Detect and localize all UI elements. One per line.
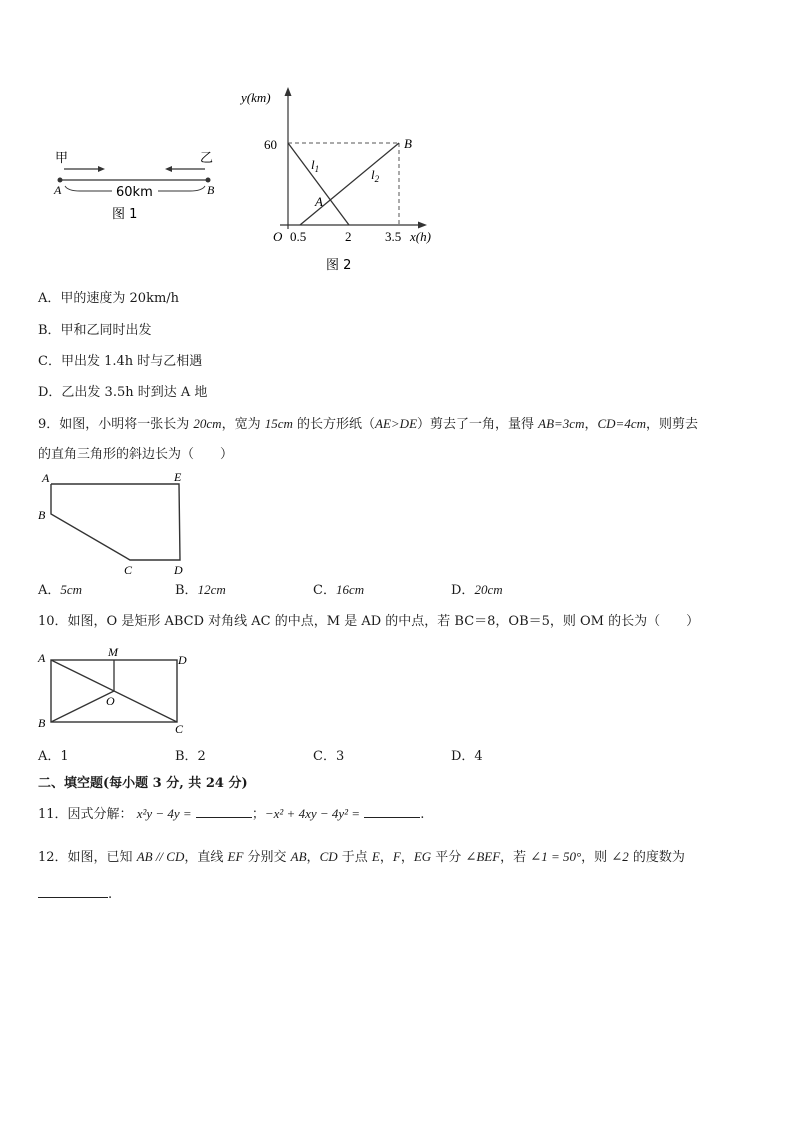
q9-ab: AB=3cm — [538, 416, 585, 431]
q9-option-b — [175, 581, 226, 600]
fig2-l2-sub: 2 — [374, 174, 380, 184]
q11-separator: ； — [251, 807, 265, 822]
q10-figure — [34, 643, 204, 738]
q8-option-d: D．乙出发 3.5h 时到达 A 地 — [38, 385, 208, 400]
q12-eg: EG — [413, 849, 432, 864]
q9-text-4: 的长方形纸（ — [292, 417, 376, 432]
q12-blank[interactable] — [38, 885, 108, 898]
q12-text-2: ，直线 — [184, 850, 228, 865]
q10-option-a: A．1 — [38, 749, 69, 764]
q9-label-A: A — [42, 471, 50, 485]
q12-end: . — [108, 887, 113, 902]
fig2-x-tick-1: 2 — [345, 229, 352, 244]
fig1-label-B: B — [207, 183, 215, 197]
q12-text-18: ，则 — [581, 850, 612, 865]
fig2-line-l1 — [288, 143, 349, 225]
q9-label-B: B — [38, 508, 46, 522]
q11-prefix: 11．因式分解： — [38, 807, 133, 822]
q9-condition: AE>DE — [375, 416, 418, 431]
fig2-point-B: B — [404, 136, 412, 151]
q12-angle-2: ∠2 — [611, 849, 629, 864]
q10-segment-ob — [51, 691, 114, 722]
q12-text-16: ，若 — [500, 850, 531, 865]
q9-option-b-value: 12cm — [197, 582, 226, 597]
q9-figure — [34, 468, 204, 580]
q9-width: 15cm — [264, 416, 293, 431]
q9-stem-line1 — [38, 415, 698, 434]
fig2-x-axis-label: x(h) — [410, 229, 431, 244]
q12-ef: EF — [227, 849, 244, 864]
q11-expression-2: −x² + 4xy − 4y² = — [264, 806, 361, 821]
q9-option-c — [313, 581, 364, 600]
q12-stem-line2 — [38, 885, 112, 904]
q12-angle-bef: ∠BEF — [465, 849, 501, 864]
fig1-label-yi: 乙 — [200, 151, 214, 166]
q10-label-A: A — [38, 651, 46, 665]
fig1-label-jia: 甲 — [55, 151, 69, 166]
q9-option-d-value: 20cm — [474, 582, 503, 597]
q9-text-8: ， — [584, 417, 598, 432]
q12-text-20: 的度数为 — [628, 850, 685, 865]
q12-f: F — [392, 849, 401, 864]
q9-text-10: ，则剪去 — [645, 417, 698, 432]
fig2-l2: l — [371, 167, 375, 182]
fig2-y-tick: 60 — [264, 137, 277, 152]
q12-text-14: 平分 — [431, 850, 466, 865]
q10-label-O: O — [106, 694, 115, 708]
q9-label-E: E — [174, 470, 182, 484]
q9-text-2: ，宽为 — [221, 417, 265, 432]
q9-text-6: ）剪去了一角，量得 — [417, 417, 539, 432]
q9-cd: CD=4cm — [597, 416, 646, 431]
q10-stem: 10．如图，O 是矩形 ABCD 对角线 AC 的中点，M 是 AD 的中点，若 BC＝8，OB＝5，则 OM 的长为（ ） — [38, 614, 700, 629]
figure-2 — [238, 82, 448, 277]
q10-option-c: C．3 — [313, 749, 345, 764]
q12-angle-1: ∠1 = 50° — [530, 849, 582, 864]
fig2-point-A: A — [315, 194, 323, 209]
fig1-caption: 图 1 — [112, 207, 138, 222]
fig2-origin: O — [273, 229, 283, 244]
q12-text-0: 12．如图，已知 — [38, 850, 137, 865]
q10-label-B: B — [38, 716, 46, 730]
q12-stem-line1 — [38, 848, 685, 867]
section-2-title: 二、填空题(每小题 3 分, 共 24 分) — [38, 776, 248, 791]
q9-stem-line2: 的直角三角形的斜边长为（ ） — [38, 447, 234, 462]
q12-text-4: 分别交 — [243, 850, 291, 865]
q9-option-a-label: A． — [38, 583, 61, 598]
q9-pentagon — [51, 484, 180, 560]
q12-text-12: ， — [400, 850, 414, 865]
q8-option-c: C．甲出发 1.4h 时与乙相遇 — [38, 354, 203, 369]
fig2-y-axis-label: y(km) — [241, 90, 271, 105]
q12-text-6: ， — [306, 850, 320, 865]
q9-label-C: C — [124, 563, 133, 577]
fig2-l1: l — [311, 157, 315, 172]
fig2-line-l2 — [300, 143, 399, 225]
q10-label-C: C — [175, 722, 184, 736]
fig2-label-l1 — [311, 157, 319, 174]
fig2-label-l2 — [371, 167, 380, 184]
q9-text-0: 9．如图，小明将一张长为 — [38, 417, 194, 432]
q9-label-D: D — [174, 563, 183, 577]
q8-option-b: B．甲和乙同时出发 — [38, 323, 152, 338]
fig2-l1-sub: 1 — [314, 164, 320, 174]
q9-option-d-label: D． — [451, 583, 475, 598]
fig1-label-A: A — [54, 183, 62, 197]
q11-stem — [38, 805, 424, 824]
q12-cd: CD — [319, 849, 338, 864]
q11-expression-1: x²y − 4y = — [136, 806, 192, 821]
q9-option-b-label: B． — [175, 583, 198, 598]
q12-ab-parallel-cd: AB // CD — [136, 849, 185, 864]
q9-length: 20cm — [193, 416, 222, 431]
q10-label-D: D — [178, 653, 187, 667]
q9-option-a-value: 5cm — [60, 582, 83, 597]
q9-option-c-value: 16cm — [335, 582, 365, 597]
q10-option-b: B．2 — [175, 749, 206, 764]
q11-blank-2[interactable] — [364, 805, 420, 818]
q10-option-d: D．4 — [451, 749, 483, 764]
q12-ab: AB — [290, 849, 307, 864]
fig1-distance: 60km — [116, 185, 153, 200]
figure-1 — [50, 145, 230, 230]
q12-text-10: ， — [379, 850, 393, 865]
q9-option-d — [451, 581, 503, 600]
q9-option-a — [38, 581, 82, 600]
fig2-x-tick-0: 0.5 — [290, 229, 307, 244]
fig2-caption: 图 2 — [326, 258, 352, 273]
q11-blank-1[interactable] — [196, 805, 252, 818]
q10-label-M: M — [108, 645, 118, 659]
fig2-x-tick-2: 3.5 — [385, 229, 402, 244]
q9-option-c-label: C． — [313, 583, 336, 598]
q11-end: . — [420, 807, 425, 822]
q8-option-a: A．甲的速度为 20km/h — [38, 291, 180, 306]
q12-e: E — [371, 849, 380, 864]
q12-text-8: 于点 — [337, 850, 372, 865]
